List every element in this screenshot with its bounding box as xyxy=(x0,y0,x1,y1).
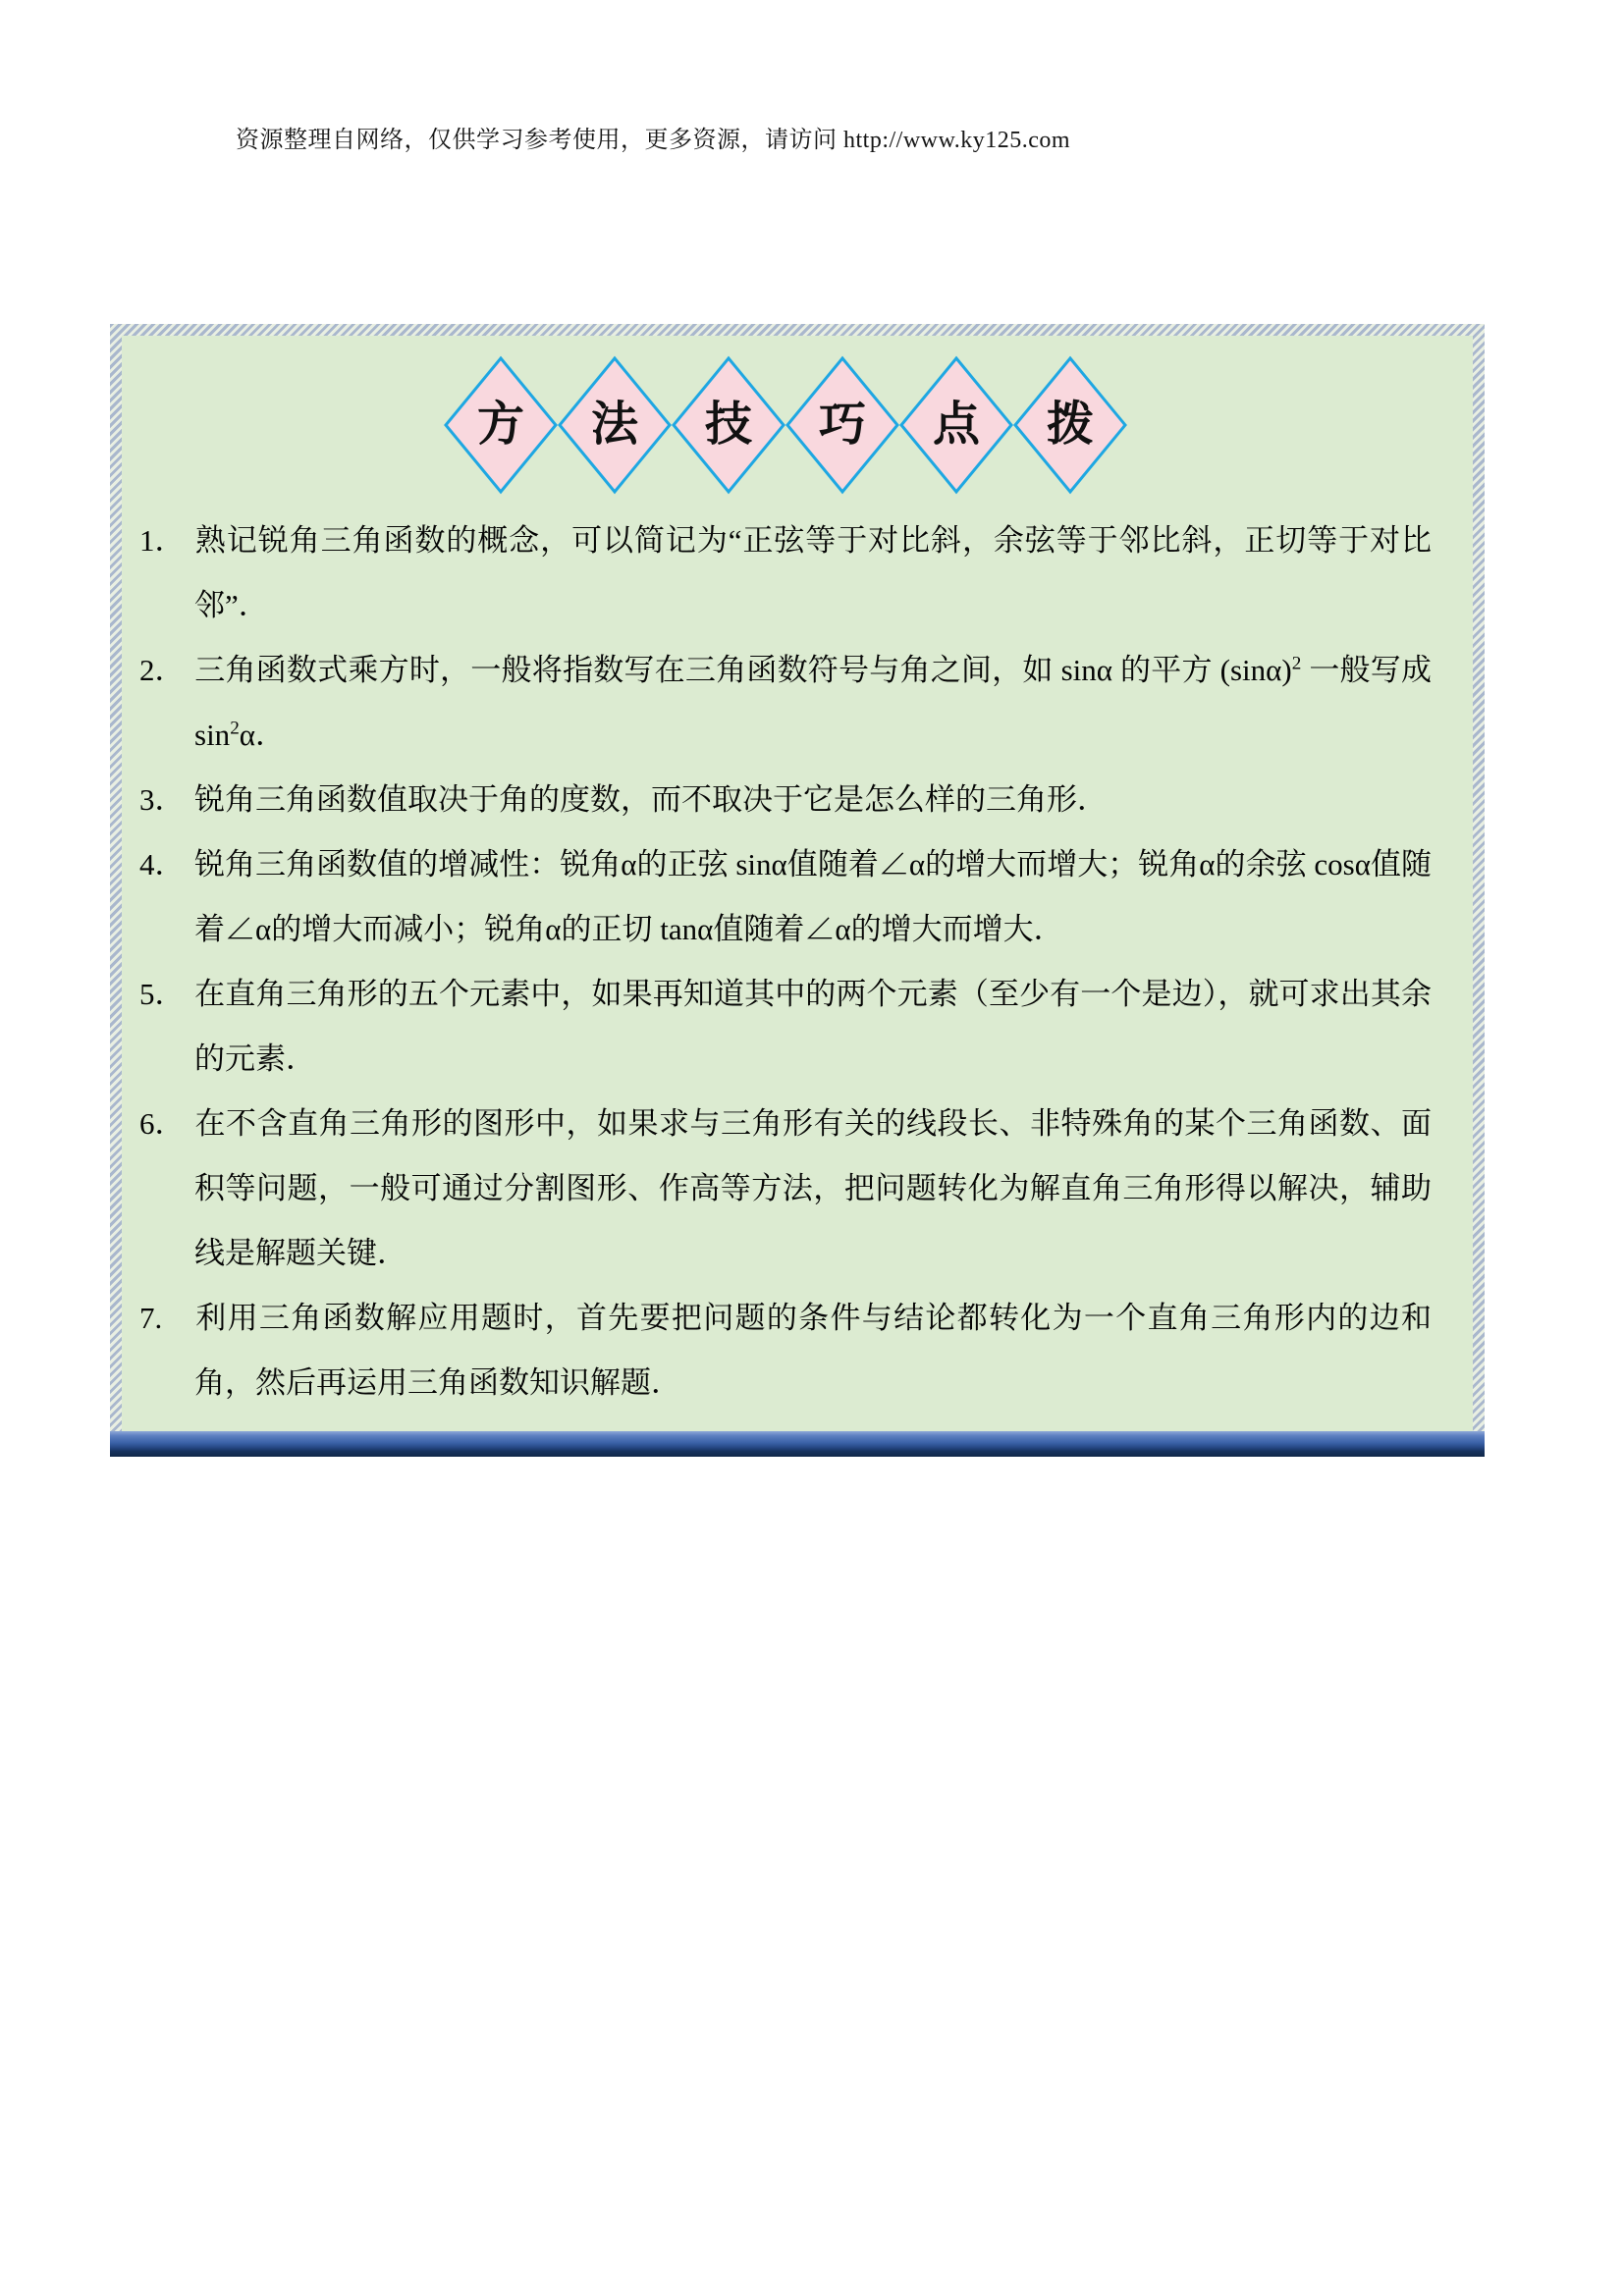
diamond-badge xyxy=(443,355,559,495)
tips-box xyxy=(110,324,1485,1457)
list-item xyxy=(139,768,1432,832)
diamond-badge xyxy=(557,355,673,495)
item-number: 7. xyxy=(139,1301,163,1335)
diamond-char: 技 xyxy=(704,399,752,451)
item-number: 5． xyxy=(139,977,186,1011)
diamond-char: 巧 xyxy=(818,399,866,451)
item-text: α． xyxy=(239,718,287,752)
diamond-char: 法 xyxy=(590,399,638,451)
item-text: 锐角三角函数值的增减性：锐角α的正弦 sinα值随着∠α的增大而增大；锐角α的余弦 cosα值随着∠α的增大而减小；锐角α的正切 tanα值随着∠α的增大而增大． xyxy=(194,847,1432,946)
item-text: 在不含直角三角形的图形中，如果求与三角形有关的线段长、非特殊角的某个三角函数、面积等问题，一般可通过分割图形、作高等方法，把问题转化为解直角三角形得以解决，辅助线是解题关键． xyxy=(194,1106,1432,1270)
list-item xyxy=(139,962,1432,1092)
item-number: 6． xyxy=(139,1106,186,1141)
diamond-char: 拨 xyxy=(1046,399,1094,451)
item-text: 三角函数式乘方时，一般将指数写在三角函数符号与角之间，如 sinα 的平方 (sinα) xyxy=(194,653,1292,687)
list-item xyxy=(139,1092,1432,1286)
item-number: 3． xyxy=(139,782,186,817)
item-text: 熟记锐角三角函数的概念，可以简记为“正弦等于对比斜，余弦等于邻比斜，正切等于对比邻”． xyxy=(194,523,1432,622)
bottom-blue-bar xyxy=(110,1431,1485,1457)
list-item xyxy=(139,508,1432,638)
item-number: 4． xyxy=(139,847,186,881)
tips-list xyxy=(139,508,1432,1415)
header-note: 资源整理自网络，仅供学习参考使用，更多资源，请访问 http://www.ky125.com xyxy=(236,128,1071,153)
diamond-char: 点 xyxy=(932,399,980,451)
item-text: 一般写成 sin xyxy=(194,653,1433,752)
diamond-badge xyxy=(1012,355,1128,495)
item-text: 在直角三角形的五个元素中，如果再知道其中的两个元素（至少有一个是边），就可求出其余的元素． xyxy=(194,977,1432,1076)
list-item xyxy=(139,832,1432,962)
diamond-char: 方 xyxy=(476,399,524,451)
diamond-badge xyxy=(785,355,900,495)
hatched-border xyxy=(110,324,1485,1431)
item-number: 1． xyxy=(139,523,186,558)
title-diamond-row xyxy=(139,355,1432,495)
item-text: 利用三角函数解应用题时，首先要把问题的条件与结论都转化为一个直角三角形内的边和角，然后再运用三角函数知识解题． xyxy=(194,1301,1432,1400)
superscript: 2 xyxy=(230,718,240,739)
item-text: 锐角三角函数值取决于角的度数，而不取决于它是怎么样的三角形． xyxy=(194,782,1108,817)
list-item xyxy=(139,1286,1432,1415)
item-number: 2． xyxy=(139,653,186,687)
superscript: 2 xyxy=(1291,653,1302,674)
diamond-badge xyxy=(898,355,1014,495)
tips-box-content xyxy=(122,336,1473,1431)
diamond-badge xyxy=(671,355,786,495)
list-item xyxy=(139,638,1432,768)
